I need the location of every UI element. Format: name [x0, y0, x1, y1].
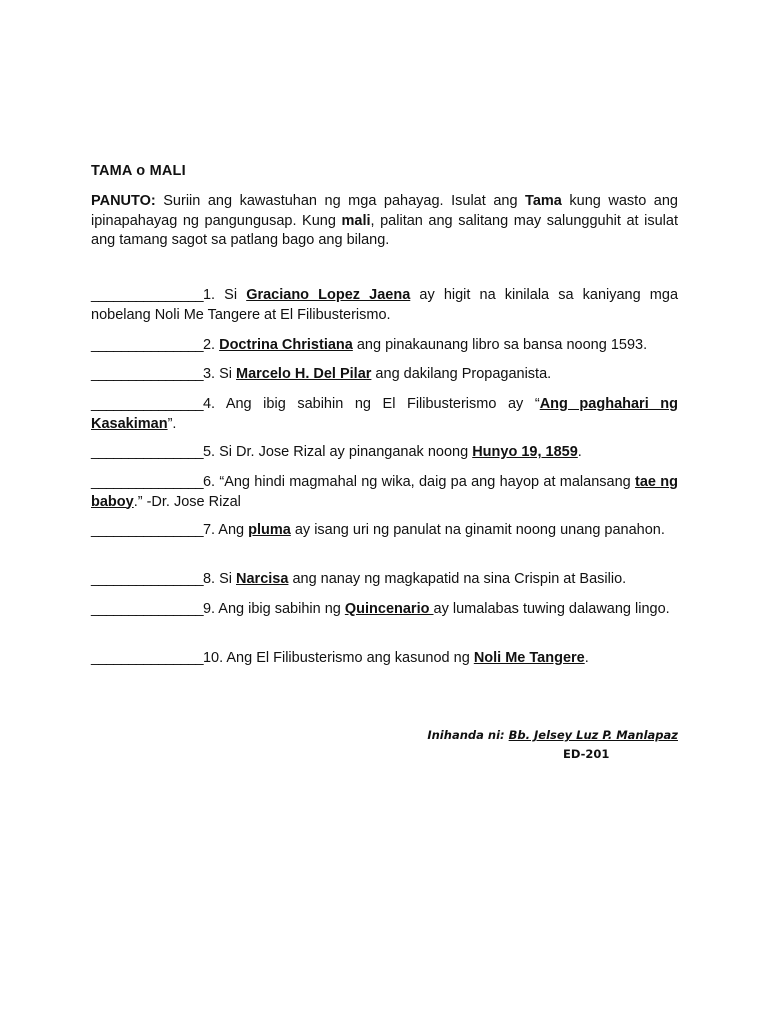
instructions-keyword-tama: Tama — [525, 193, 562, 209]
underlined-term: Noli Me Tangere — [473, 650, 585, 666]
question-number: 6. — [202, 474, 216, 490]
question-text-after: ang pinakaunang libro sa bansa noong 1593. — [352, 337, 648, 353]
underlined-term: Ang paghahari ng Kasakiman — [91, 396, 679, 432]
answer-blank[interactable]: _______________ — [91, 650, 203, 666]
underlined-term: Graciano Lopez Jaena — [246, 287, 411, 303]
question-item-9 — [91, 600, 678, 620]
question-item-1 — [91, 286, 678, 325]
instructions-keyword-mali: mali — [341, 212, 371, 229]
question-item-6 — [91, 473, 678, 512]
answer-blank[interactable]: _______________ — [91, 522, 203, 538]
instructions-paragraph — [91, 192, 678, 251]
question-number: 4. — [202, 396, 216, 412]
answer-blank[interactable]: _______________ — [91, 571, 203, 587]
answer-blank[interactable]: _______________ — [91, 366, 203, 382]
underlined-term: Doctrina Christiana — [219, 337, 353, 353]
question-item-5 — [91, 443, 678, 463]
question-text-before: Ang El Filibusterismo ang kasunod ng — [223, 650, 474, 666]
question-text-before: Ang — [215, 522, 249, 538]
instructions-text-1: Suriin ang kawastuhan ng mga pahayag. Isulat ang — [155, 193, 526, 209]
worksheet-title: TAMA o MALI — [91, 163, 186, 179]
underlined-term: pluma — [248, 522, 291, 538]
question-text-after: ”. — [167, 415, 177, 432]
answer-blank[interactable]: _______________ — [91, 287, 203, 303]
underlined-term: Narcisa — [236, 571, 289, 587]
question-item-3 — [91, 365, 678, 385]
underlined-term: Quincenario — [344, 601, 434, 617]
answer-blank[interactable]: _______________ — [91, 601, 203, 617]
question-text-before: Si — [215, 571, 237, 587]
question-item-8 — [91, 570, 678, 590]
question-text-after: ang dakilang Propaganista. — [371, 366, 552, 382]
answer-blank[interactable]: _______________ — [91, 337, 203, 353]
underlined-term: Hunyo 19, 1859 — [472, 444, 578, 460]
answer-blank[interactable]: _______________ — [91, 474, 203, 490]
question-text-before: Si — [215, 287, 247, 303]
question-text-after: . — [577, 444, 582, 460]
question-number: 7. — [202, 522, 216, 538]
question-text-before: Ang ibig sabihin ng El Filibusterismo ay “ — [215, 396, 540, 412]
underlined-term: tae ng baboy — [91, 474, 678, 510]
question-text-after: ay lumalabas tuwing dalawang lingo. — [433, 601, 670, 617]
answer-blank[interactable]: _______________ — [91, 444, 203, 460]
question-text-before: Si — [215, 366, 237, 382]
question-number: 1. — [202, 287, 216, 303]
answer-blank[interactable]: _______________ — [91, 396, 203, 412]
prepared-by-line — [427, 728, 678, 742]
question-item-10 — [91, 649, 678, 669]
underlined-term: Marcelo H. Del Pilar — [236, 366, 372, 382]
question-text-after: ay isang uri ng panulat na ginamit noong unang panahon. — [290, 522, 665, 538]
question-text-after: ang nanay ng magkapatid na sina Crispin at Basilio. — [288, 571, 627, 587]
question-number: 8. — [202, 571, 216, 587]
question-item-7 — [91, 521, 678, 541]
instructions-text-2: kung wasto ang ipinapahayag ng pangungusap. Kung — [91, 193, 678, 229]
question-item-4 — [91, 395, 678, 434]
question-number: 5. — [202, 444, 216, 460]
question-text-before: Ang ibig sabihin ng — [215, 601, 345, 617]
question-number: 3. — [202, 366, 216, 382]
prepared-by-label: Inihanda ni: — [427, 728, 509, 742]
question-number: 9. — [202, 601, 216, 617]
question-text-after: .” -Dr. Jose Rizal — [133, 493, 241, 510]
question-text-before: Si Dr. Jose Rizal ay pinanganak noong — [215, 444, 473, 460]
course-code: ED-201 — [563, 747, 610, 761]
question-item-2 — [91, 336, 678, 356]
preparer-name: Bb. Jelsey Luz P. Manlapaz — [508, 728, 678, 742]
question-text-after: ay higit na kinilala sa kaniyang mga nobelang Noli Me Tangere at El Filibusterismo. — [91, 287, 679, 323]
question-text-before: “Ang hindi magmahal ng wika, daig pa ang hayop at malansang — [215, 474, 636, 490]
instructions-text-3: , palitan ang salitang may salungguhit at isulat ang tamang sagot sa patlang bago ang bilang. — [91, 212, 678, 248]
question-text-after: . — [584, 650, 589, 666]
instructions-label: PANUTO: — [91, 193, 156, 209]
question-number: 2. — [202, 337, 216, 353]
question-number: 10. — [202, 650, 224, 666]
